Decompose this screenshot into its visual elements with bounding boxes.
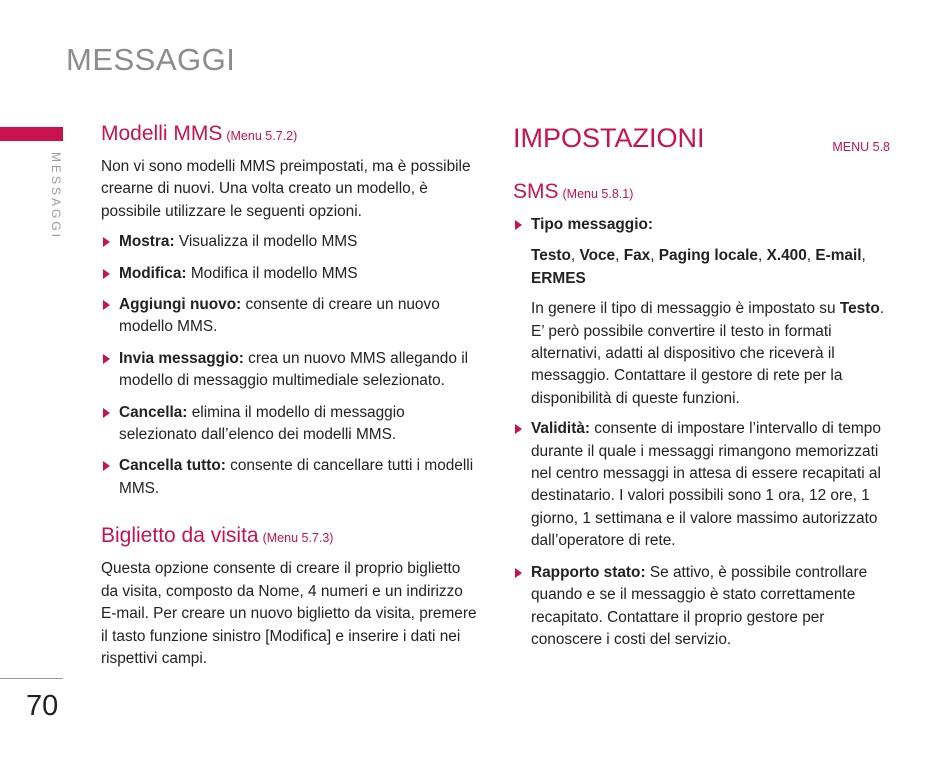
bullet-arrow-icon <box>103 461 110 471</box>
impostazioni-header <box>513 120 890 164</box>
list-item-invia-messaggio <box>101 348 477 393</box>
section-title-biglietto <box>101 522 477 552</box>
list-item-cancella <box>101 402 477 447</box>
menu-ref: (Menu 5.7.3) <box>262 531 334 546</box>
list-item-mostra <box>101 231 477 253</box>
option-text: Visualizza il modello MMS <box>174 233 358 251</box>
option-separator: , <box>570 247 580 265</box>
option-text: consente di impostare l’intervallo di tempo durante il quale i messaggi rimangono memorizzati nel centro messaggi in attesa di essere recapitati al destinatario. I valori possibili sono 1 ora, 12 ore, 1 giorno, 1 settimana e il valore massimo autorizzato dall’operatore di rete. <box>531 420 881 550</box>
bullet-arrow-icon <box>103 269 110 279</box>
list-item-modifica <box>101 263 477 285</box>
tipo-option: Paging locale <box>658 247 758 265</box>
side-rule <box>0 678 63 679</box>
tipo-option: X.400 <box>766 247 807 265</box>
section-title-sms <box>513 178 890 208</box>
biglietto-text: Questa opzione consente di creare il proprio biglietto da visita, composto da Nome, 4 numeri e un indirizzo E-mail. Per creare un nuovo biglietto da visita, premere il tasto funzione sinistro [Modifica] e inserire i dati nei rispettivi campi. <box>101 560 477 667</box>
tipo-option: Fax <box>623 247 651 265</box>
option-term: Mostra: <box>119 233 175 251</box>
option-term: Cancella tutto: <box>119 457 226 475</box>
option-term: Rapporto stato: <box>531 563 646 581</box>
page-header: MESSAGGI <box>66 42 236 77</box>
option-text: Se attivo, è possibile controllare quando e se il messaggio è stato correttamente recapitato. Contattare il proprio gestore per conoscere i costi del servizio. <box>531 563 868 648</box>
tipo-desc-text: . E’ però possibile convertire il testo in formati alternativi, adatti al dispositivo che riceverà il messaggio. Contattare il gestore di rete per la disponibilità di queste funzioni. <box>531 300 885 407</box>
section-title-text: Biglietto da visita <box>101 524 259 548</box>
bullet-arrow-icon <box>515 424 522 434</box>
tipo-option: Testo <box>531 247 571 265</box>
page-number: 70 <box>26 690 59 722</box>
side-section-label: MESSAGGI <box>49 152 63 241</box>
list-item-validita <box>513 418 890 552</box>
option-term: Modifica: <box>119 264 187 282</box>
bullet-arrow-icon <box>103 354 110 364</box>
option-text: elimina il modello di messaggio selezionato dall’elenco dei modelli MMS. <box>119 403 405 444</box>
option-term: Validità: <box>531 420 591 438</box>
menu-ref: (Menu 5.8.1) <box>562 187 634 201</box>
option-text: consente di creare un nuovo modello MMS. <box>119 296 440 336</box>
section-title-text: Modelli MMS <box>101 122 223 145</box>
section-title-modelli-mms <box>101 120 477 150</box>
option-separator: , <box>758 247 767 265</box>
bullet-arrow-icon <box>515 568 522 578</box>
menu-ref: MENU 5.8 <box>832 140 890 154</box>
option-term: Invia messaggio: <box>119 349 244 367</box>
option-text: Modifica il modello MMS <box>186 264 358 282</box>
bullet-arrow-icon <box>103 408 110 418</box>
left-column <box>101 120 477 678</box>
option-text: crea un nuovo MMS allegando il modello di messaggio multimediale selezionato. <box>119 349 469 390</box>
tipo-option: Voce <box>579 247 616 265</box>
menu-ref: (Menu 5.7.2) <box>226 129 298 143</box>
option-separator: , <box>615 247 624 265</box>
bullet-arrow-icon <box>103 237 110 247</box>
tipo-desc-text: In genere il tipo di messaggio è impostato su <box>531 300 840 318</box>
option-term: Cancella: <box>119 403 188 421</box>
tipo-option: E-mail <box>815 247 862 265</box>
option-separator: , <box>806 247 816 265</box>
list-item-cancella-tutto <box>101 455 477 500</box>
tipo-options <box>513 245 890 290</box>
option-term: Aggiungi nuovo: <box>119 296 242 314</box>
tipo-option: ERMES <box>531 269 586 287</box>
bullet-arrow-icon <box>515 220 522 230</box>
side-accent-bar <box>0 127 63 141</box>
list-item-rapporto-stato <box>513 562 890 652</box>
impostazioni-title: IMPOSTAZIONI <box>513 123 705 153</box>
option-separator: , <box>861 247 866 265</box>
option-text: consente di cancellare tutti i modelli MMS. <box>119 457 474 497</box>
option-term: Tipo messaggio: <box>531 216 654 233</box>
section-title-text: SMS <box>513 180 559 203</box>
tipo-desc-bold: Testo <box>839 300 880 318</box>
list-item-tipo-messaggio <box>513 214 890 236</box>
bullet-arrow-icon <box>103 300 110 310</box>
right-column <box>513 120 890 660</box>
option-separator: , <box>650 247 659 265</box>
list-item-aggiungi-nuovo <box>101 294 477 339</box>
tipo-description <box>513 298 890 410</box>
modelli-intro: Non vi sono modelli MMS preimpostati, ma è possibile crearne di nuovi. Una volta creato un modello, è possibile utilizzare le seguenti opzioni. <box>101 158 471 220</box>
